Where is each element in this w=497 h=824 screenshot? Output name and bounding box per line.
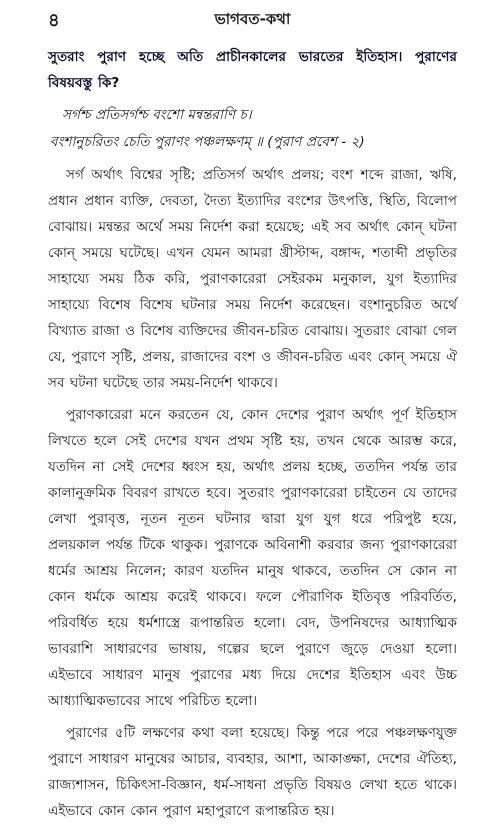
- verse-line-2: বংশানুচরিতং চেতি পুরাণং পঞ্চলক্ষণম্‌ ॥ (পুরাণ প্রবেশ - ২): [50, 134, 365, 150]
- page-number: ৪: [48, 10, 60, 31]
- running-title: ভাগবত-কথা: [214, 10, 291, 28]
- paragraph-puranakar: পুরাণকারেরা মনে করতেন যে, কোন দেশের পুরাণ অর্থাৎ পূর্ণ ইতিহাস লিখতে হলে সেই দেশের যখন প্রথম সৃষ্টি হয়, তখন থেকে আরম্ভ করে, যতদিন না সেই দেশের ধ্বংস হয়, অর্থাৎ প্রলয় হচ্ছে, ততদিন পর্যন্ত তার কালানুক্রমিক বিবরণ রাখতে হবে। সুতরাং পুরাণকারেরা চাইতেন যে তাদের লেখা পুরাবৃত্ত, নূতন নূতন ঘটনার দ্বারা যুগ যুগ ধরে পরিপুষ্ট হয়ে, প্রলয়কাল পর্যন্ত টিকে থাকুক। পুরাণকে অবিনাশী করবার জন্য পুরাণকারেরা ধর্মের আশ্রয় নিলেন; কারণ যতদিন মানুষ থাকবে, ততদিন সে কোন না কোন ধর্মকে আশ্রয় করেই থাকবে। ফলে পৌরাণিক ইতিবৃত্ত পরিবর্তিত, পরিবর্ধিত হয়ে ধর্মশাস্ত্রে রূপান্তরিত হলো। বেদ, উপনিষদের আধ্যাত্মিক ভাবরাশি সাধারণের ভাষায়, গল্পের ছলে পুরাণে জুড়ে দেওয়া হলো। এইভাবে সাধারণ মানুষ পুরাণের মধ্য দিয়ে দেশের ইতিহাস এবং উচ্চ আধ্যাত্মিকভাবের সাথে পরিচিত হলো।: [48, 407, 457, 709]
- paragraph-lakshana: পুরাণের ৫টি লক্ষণের কথা বলা হয়েছে। কিন্তু পরে পরে পঞ্চলক্ষণযুক্ত পুরাণে সাধারণ মানুষের আচার, ব্যবহার, আশা, আকাঙ্ক্ষা, দেশের ঐতিহ্য, রাজ্যশাসন, চিকিৎসা-বিজ্ঞান, ধর্ম-সাধনা প্রভৃতি বিষয়ও লেখা হতে থাকে। এইভাবে কোন কোন পুরাণ মহাপুরাণে রূপান্তরিত হয়।: [48, 725, 457, 819]
- paragraph-sarga: সর্গ অর্থাৎ বিশ্বের সৃষ্টি; প্রতিসর্গ অর্থাৎ প্রলয়; বংশ শব্দে রাজা, ঋষি, প্রধান প্রধান ব্যক্তি, দেবতা, দৈত্য ইত্যাদির বংশের উৎপত্তি, স্থিতি, বিলোপ বোঝায়। মন্বন্তর অর্থে সময় নির্দেশ করা হয়েছে; এই সব অর্থাৎ কোন্ ঘটনা কোন্ সময়ে ঘটেছে। এখন যেমন আমরা খ্রীস্টাব্দ, বঙ্গাব্দ, শতাব্দী প্রভৃতির সাহায্যে সময় ঠিক করি, পুরাণকারেরা সেইরকম মনুকাল, যুগ ইত্যাদির সাহায্যে বিশেষ বিশেষ ঘটনার সময় নির্দেশ করেছেন। বংশানুচরিত অর্থে বিখ্যাত রাজা ও বিশেষ ব্যক্তিদের জীবন-চরিত বোঝায়। সুতরাং বোঝা গেল যে, পুরাণে সৃষ্টি, প্রলয়, রাজাদের বংশ ও জীবন-চরিত এবং কোন্ সময়ে ঐ সব ঘটনা ঘটেছে তার সময়-নির্দেশ থাকবে।: [48, 167, 457, 391]
- intro-paragraph: সুতরাং পুরাণ হচ্ছে অতি প্রাচীনকালের ভারতের ইতিহাস। পুরাণের বিষয়বস্তু কি?: [48, 49, 457, 91]
- page-header: [48, 0, 457, 44]
- verse-line-1: সর্গশ্চ প্রতিসর্গশ্চ বংশো মন্বন্তরাণি চ।: [62, 107, 252, 123]
- sanskrit-verse: [48, 102, 457, 156]
